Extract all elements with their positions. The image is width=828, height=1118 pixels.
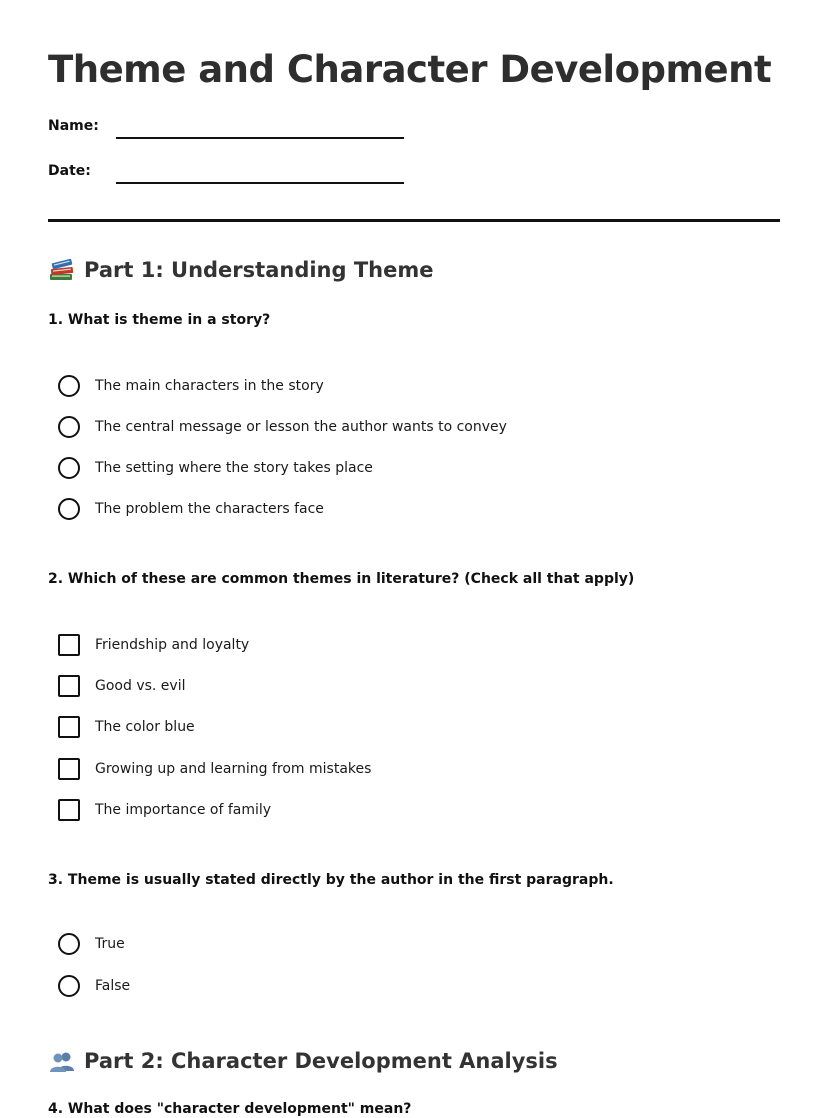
part1-heading-text: Part 1: Understanding Theme: [84, 258, 434, 282]
radio-button[interactable]: [58, 933, 80, 955]
question-1: 1. What is theme in a story?: [48, 312, 271, 328]
option-label: Friendship and loyalty: [95, 637, 250, 653]
question-4: 4. What does "character development" mean?: [48, 1101, 412, 1117]
option-label: Good vs. evil: [95, 678, 186, 694]
option-label: True: [95, 936, 125, 952]
option-label: The importance of family: [95, 802, 272, 818]
q2-option-4[interactable]: [58, 757, 371, 781]
radio-button[interactable]: [58, 416, 80, 438]
two-people-icon: [48, 1049, 76, 1073]
page-title: Theme and Character Development: [48, 48, 772, 91]
q2-option-3[interactable]: [58, 715, 195, 739]
checkbox[interactable]: [58, 675, 80, 697]
q1-option-2[interactable]: [58, 415, 507, 439]
name-input-line[interactable]: [116, 137, 404, 139]
option-label: False: [95, 978, 131, 994]
q3-option-false[interactable]: [58, 974, 130, 998]
option-label: The problem the characters face: [95, 501, 324, 517]
radio-button[interactable]: [58, 375, 80, 397]
q2-option-5[interactable]: [58, 798, 271, 822]
header-divider: [48, 219, 780, 222]
part2-heading: [48, 1049, 558, 1073]
q1-option-1[interactable]: [58, 374, 324, 398]
books-icon: [48, 258, 76, 282]
part1-heading: [48, 258, 433, 282]
checkbox[interactable]: [58, 799, 80, 821]
question-2: 2. Which of these are common themes in literature? (Check all that apply): [48, 571, 635, 587]
radio-button[interactable]: [58, 975, 80, 997]
q1-option-3[interactable]: [58, 456, 373, 480]
option-label: Growing up and learning from mistakes: [95, 761, 372, 777]
name-label: Name:: [48, 118, 99, 134]
checkbox[interactable]: [58, 716, 80, 738]
option-label: The main characters in the story: [95, 378, 324, 394]
radio-button[interactable]: [58, 498, 80, 520]
radio-button[interactable]: [58, 457, 80, 479]
date-label: Date:: [48, 163, 91, 179]
q1-option-4[interactable]: [58, 497, 324, 521]
part2-heading-text: Part 2: Character Development Analysis: [84, 1049, 558, 1073]
checkbox[interactable]: [58, 758, 80, 780]
option-label: The color blue: [95, 719, 195, 735]
question-3: 3. Theme is usually stated directly by the author in the first paragraph.: [48, 872, 614, 888]
option-label: The central message or lesson the author wants to convey: [95, 419, 507, 435]
checkbox[interactable]: [58, 634, 80, 656]
option-label: The setting where the story takes place: [95, 460, 373, 476]
date-input-line[interactable]: [116, 182, 404, 184]
q3-option-true[interactable]: [58, 932, 125, 956]
q2-option-2[interactable]: [58, 674, 185, 698]
q2-option-1[interactable]: [58, 633, 249, 657]
